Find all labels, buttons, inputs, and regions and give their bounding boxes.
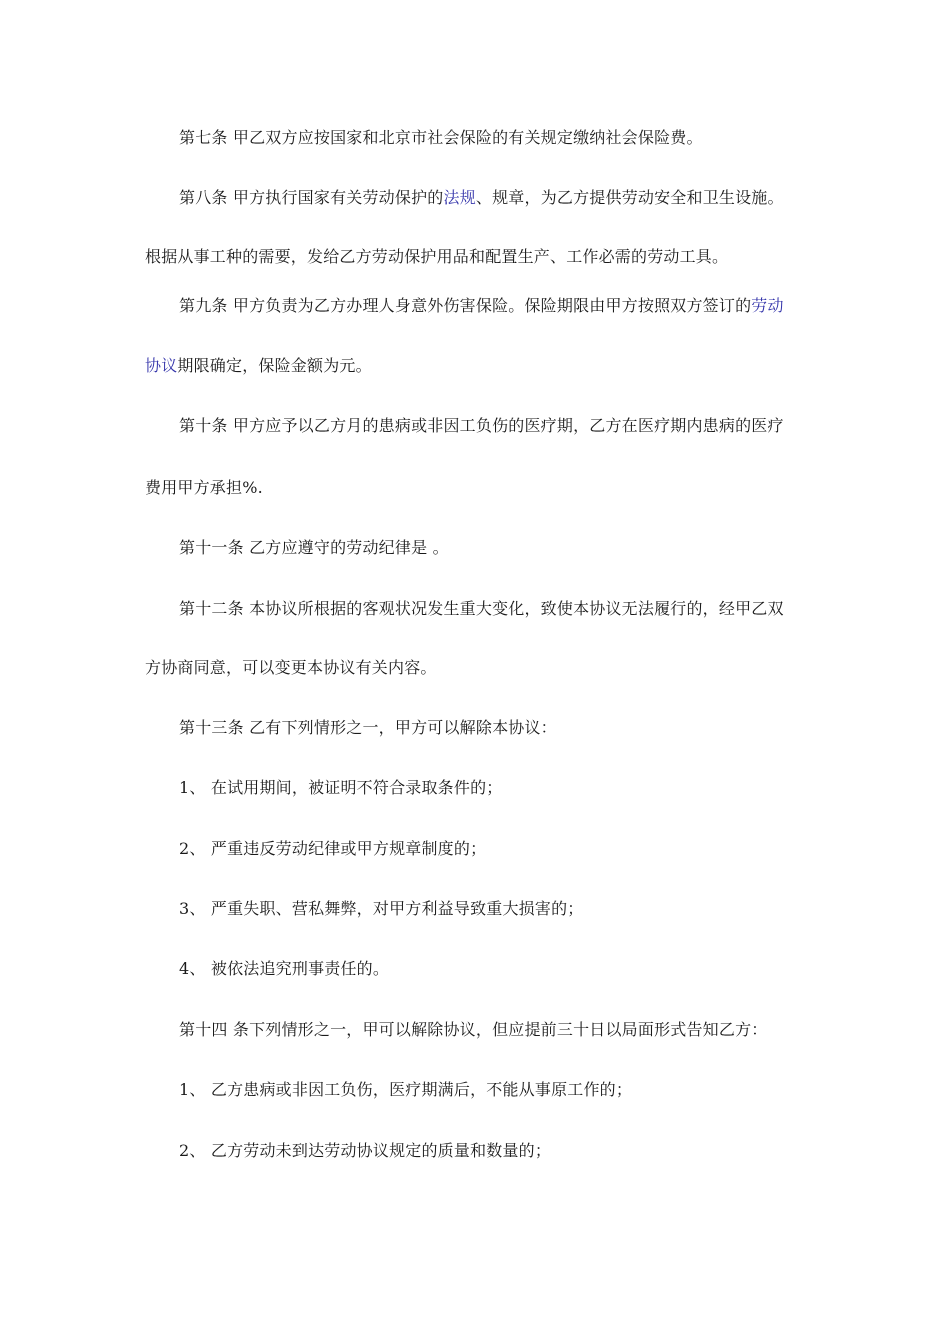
article-12-continued: 方协商同意，可以变更本协议有关内容。	[145, 658, 437, 677]
article-10: 第十条 甲方应予以乙方月的患病或非因工负伤的医疗期，乙方在医疗期内患病的医疗	[179, 416, 784, 435]
article-14-item: 1、 乙方患病或非因工负伤，医疗期满后，不能从事原工作的；	[179, 1080, 633, 1099]
link-labor-agreement-part1[interactable]: 劳动	[751, 296, 784, 315]
link-regulations[interactable]: 法规	[443, 188, 476, 207]
article-14-item: 2、 乙方劳动未到达劳动协议规定的质量和数量的；	[179, 1141, 552, 1160]
article-10-continued: 费用甲方承担%.	[145, 478, 263, 497]
article-13-item: 1、 在试用期间，被证明不符合录取条件的；	[179, 778, 503, 797]
article-9-continued	[145, 356, 372, 376]
article-9-text-end: 期限确定，保险金额为元。	[177, 356, 372, 375]
article-7: 第七条 甲乙双方应按国家和北京市社会保险的有关规定缴纳社会保险费。	[179, 128, 703, 147]
article-13-intro: 第十三条 乙有下列情形之一，甲方可以解除本协议：	[179, 718, 557, 737]
article-11: 第十一条 乙方应遵守的劳动纪律是 。	[179, 538, 449, 557]
article-13-item: 3、 严重失职、营私舞弊，对甲方利益导致重大损害的；	[179, 899, 584, 918]
article-8	[179, 188, 784, 208]
article-12: 第十二条 本协议所根据的客观状况发生重大变化，致使本协议无法履行的，经甲乙双	[179, 599, 784, 618]
article-9	[179, 296, 784, 316]
article-14-intro: 第十四 条下列情形之一，甲可以解除协议，但应提前三十日以局面形式告知乙方：	[179, 1020, 768, 1039]
article-13-item: 2、 严重违反劳动纪律或甲方规章制度的；	[179, 839, 487, 858]
article-9-text: 第九条 甲方负责为乙方办理人身意外伤害保险。保险期限由甲方按照双方签订的	[179, 296, 752, 315]
article-8-text-end: 、规章，为乙方提供劳动安全和卫生设施。	[475, 188, 784, 207]
link-labor-agreement-part2[interactable]: 协议	[145, 356, 178, 375]
article-13-item: 4、 被依法追究刑事责任的。	[179, 959, 390, 978]
article-8-text: 第八条 甲方执行国家有关劳动保护的	[179, 188, 444, 207]
article-8-continued: 根据从事工种的需要，发给乙方劳动保护用品和配置生产、工作必需的劳动工具。	[145, 247, 729, 266]
